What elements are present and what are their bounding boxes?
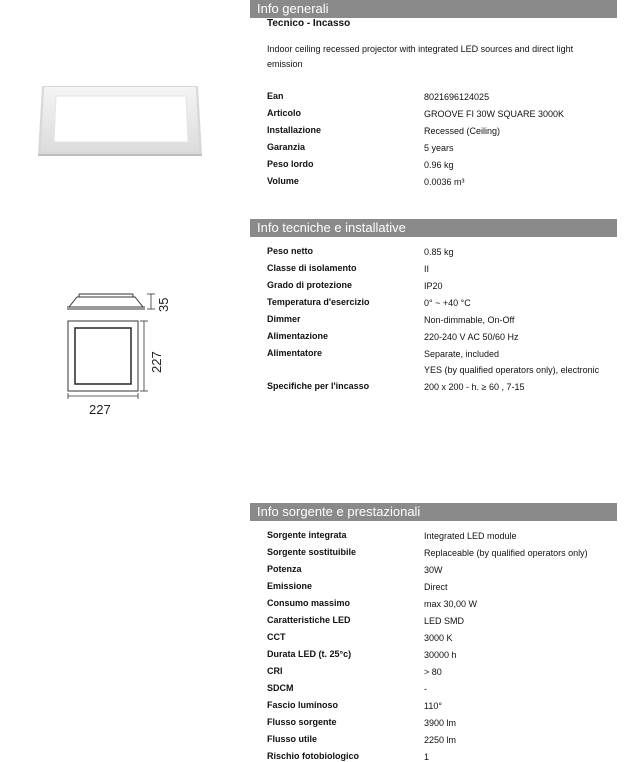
source-spec-label: Consumo massimo xyxy=(267,598,351,608)
general-spec-label: Volume xyxy=(267,176,299,186)
source-spec-label: Durata LED (t. 25°c) xyxy=(267,649,352,659)
section-header-technical xyxy=(250,219,617,236)
source-spec-label: CRI xyxy=(267,666,283,676)
source-spec-label: Fascio luminoso xyxy=(267,700,339,710)
technical-spec-value: Separate, included xyxy=(424,349,500,359)
technical-spec-label: Dimmer xyxy=(267,314,301,324)
technical-spec-value: II xyxy=(424,264,430,274)
section-underline xyxy=(250,236,617,237)
source-spec-label: Caratteristiche LED xyxy=(267,615,351,625)
technical-spec-value: 220-240 V AC 50/60 Hz xyxy=(424,332,519,342)
section-header-source xyxy=(250,503,617,520)
technical-spec-value: 0° ~ +40 °C xyxy=(424,298,471,308)
technical-spec-value: 0.85 kg xyxy=(424,247,454,257)
technical-spec-label: Specifiche per l'incasso xyxy=(267,381,370,391)
source-spec-label: SDCM xyxy=(267,683,294,693)
source-spec-label: CCT xyxy=(267,632,286,642)
source-spec-label: Sorgente integrata xyxy=(267,530,347,540)
source-spec-label: Rischio fotobiologico xyxy=(267,751,359,761)
source-spec-value: 3900 lm xyxy=(424,718,457,728)
source-spec-label: Potenza xyxy=(267,564,302,574)
technical-spec-label: Grado di protezione xyxy=(267,280,353,290)
source-spec-label: Flusso utile xyxy=(267,734,318,744)
technical-spec-label: Temperatura d'esercizio xyxy=(267,297,370,307)
depth-dimension xyxy=(140,321,148,391)
source-spec-value: Integrated LED module xyxy=(424,531,517,541)
top-view xyxy=(68,321,138,391)
source-spec-value: LED SMD xyxy=(424,616,465,626)
source-spec-value: 30000 h xyxy=(424,650,457,660)
technical-spec-value: YES (by qualified operators only), electronic xyxy=(424,365,600,375)
technical-drawing xyxy=(55,285,195,420)
side-profile xyxy=(67,294,145,309)
height-dimension xyxy=(147,294,155,309)
technical-spec-label: Peso netto xyxy=(267,246,314,256)
general-spec-value: GROOVE FI 30W SQUARE 3000K xyxy=(424,109,565,119)
general-spec-label: Garanzia xyxy=(267,142,306,152)
technical-spec-label: Alimentatore xyxy=(267,348,323,358)
source-spec-value: > 80 xyxy=(424,667,442,677)
general-spec-label: Articolo xyxy=(267,108,302,118)
section-header-general xyxy=(250,0,617,17)
technical-spec-value: IP20 xyxy=(424,281,443,291)
general-spec-value: 8021696124025 xyxy=(424,92,490,102)
general-spec-label: Ean xyxy=(267,91,284,101)
source-spec-label: Emissione xyxy=(267,581,313,591)
technical-spec-value: Non-dimmable, On-Off xyxy=(424,315,515,325)
width-dimension xyxy=(68,393,138,399)
source-spec-value: max 30,00 W xyxy=(424,599,478,609)
source-spec-value: 2250 lm xyxy=(424,735,457,745)
description: Indoor ceiling recessed projector with integrated LED sources and direct light emission xyxy=(267,44,574,69)
width-dim-label: 227 xyxy=(89,402,111,417)
product-image xyxy=(36,80,206,162)
source-spec-label: Flusso sorgente xyxy=(267,717,337,727)
general-spec-value: 5 years xyxy=(424,143,454,153)
section-title: Info sorgente e prestazionali xyxy=(257,504,421,519)
general-spec-value: Recessed (Ceiling) xyxy=(424,126,501,136)
source-spec-value: 30W xyxy=(424,565,443,575)
general-spec-label: Installazione xyxy=(267,125,322,135)
section-title: Info generali xyxy=(257,1,329,16)
source-spec-value: Replaceable (by qualified operators only) xyxy=(424,548,588,558)
depth-dim-label: 227 xyxy=(149,351,164,373)
source-spec-label: Sorgente sostituibile xyxy=(267,547,357,557)
source-spec-value: 1 xyxy=(424,752,430,762)
section-title: Info tecniche e installative xyxy=(257,220,406,235)
subtitle: Tecnico - Incasso xyxy=(267,18,351,29)
technical-spec-value: 200 x 200 - h. ≥ 60 , 7-15 xyxy=(424,382,525,392)
section-underline xyxy=(250,520,617,521)
height-dim-label: 35 xyxy=(156,297,171,312)
general-spec-value: 0.96 kg xyxy=(424,160,454,170)
source-spec-value: 3000 K xyxy=(424,633,453,643)
source-spec-value: 110° xyxy=(424,701,442,711)
technical-spec-label: Classe di isolamento xyxy=(267,263,357,273)
technical-spec-label: Alimentazione xyxy=(267,331,329,341)
general-spec-label: Peso lordo xyxy=(267,159,314,169)
general-spec-value: 0.0036 m³ xyxy=(424,177,465,187)
source-spec-value: Direct xyxy=(424,582,448,592)
source-spec-value: - xyxy=(424,684,427,694)
